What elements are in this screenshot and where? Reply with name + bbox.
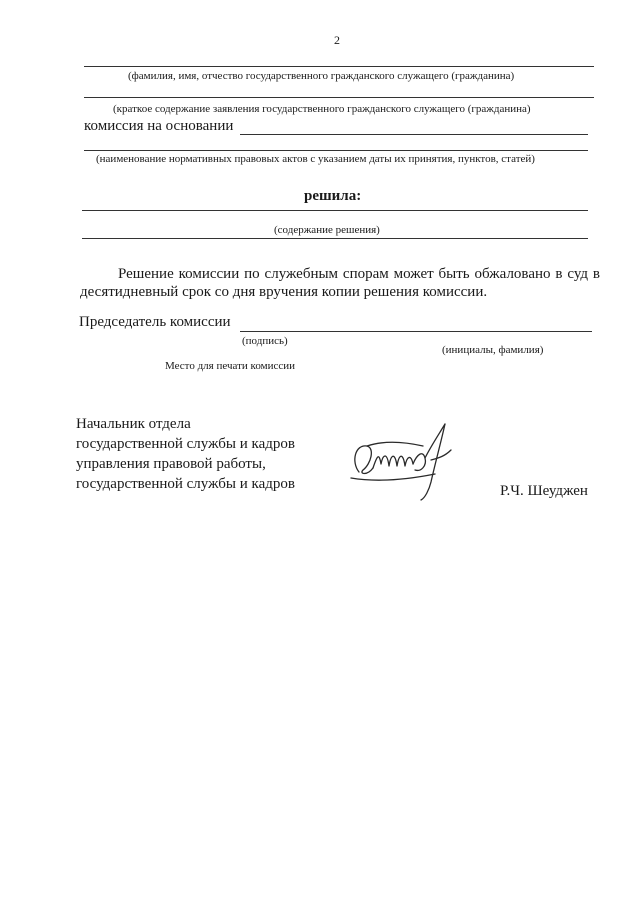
caption-name: (инициалы, фамилия) xyxy=(442,344,544,356)
chairman-label: Председатель комиссии xyxy=(79,314,231,330)
appeal-text: Решение комиссии по служебным спорам может быть обжаловано в суд в десятидневный срок со дня вручения копии решения комиссии. xyxy=(80,266,600,300)
position-line-3: управления правовой работы, xyxy=(76,456,266,472)
seal-place: Место для печати комиссии xyxy=(165,360,296,372)
signatory-position xyxy=(76,414,295,494)
handwritten-signature xyxy=(345,420,465,502)
caption-summary: (краткое содержание заявления государственного гражданского служащего (гражданина) xyxy=(113,103,531,115)
position-line-2: государственной службы и кадров xyxy=(76,436,295,452)
caption-decision: (содержание решения) xyxy=(274,224,380,236)
decided-heading: решила: xyxy=(304,188,362,204)
fio-line xyxy=(84,66,594,67)
chairman-signature-line xyxy=(240,331,592,332)
decision-line-1 xyxy=(82,210,588,211)
basis-label: комиссия на основании xyxy=(84,118,234,134)
caption-fio: (фамилия, имя, отчество государственного гражданского служащего (гражданина) xyxy=(128,70,515,82)
signatory-name: Р.Ч. Шеуджен xyxy=(500,483,588,499)
position-line-4: государственной службы и кадров xyxy=(76,476,295,492)
summary-line xyxy=(84,97,594,98)
page-number: 2 xyxy=(334,33,340,47)
basis-line xyxy=(240,134,588,135)
caption-signature: (подпись) xyxy=(242,335,288,347)
decision-line-2 xyxy=(82,238,588,239)
acts-line xyxy=(84,150,588,151)
caption-acts: (наименование нормативных правовых актов с указанием даты их принятия, пунктов, статей) xyxy=(96,153,535,165)
position-line-1: Начальник отдела xyxy=(76,416,191,432)
